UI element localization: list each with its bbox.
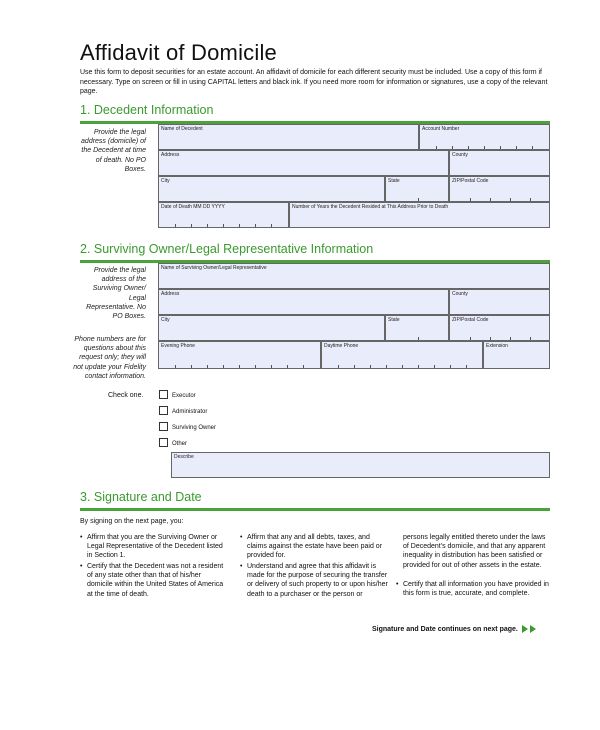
representative-city-field[interactable] bbox=[158, 315, 385, 341]
representative-county-field[interactable] bbox=[449, 289, 550, 315]
account-number-field[interactable] bbox=[419, 124, 550, 150]
decedent-name-field[interactable] bbox=[158, 124, 419, 150]
field-label: ZIP/Postal Code bbox=[452, 178, 489, 184]
field-label: Address bbox=[161, 152, 180, 158]
section-3-divider bbox=[80, 508, 550, 511]
date-of-death-field[interactable] bbox=[158, 202, 289, 228]
bullet-text: persons legally entitled thereto under the laws of Decedent's domicile, and that any apparent inequality in distribution has been satisfied or provided for out of other assets in the estate. bbox=[403, 534, 546, 569]
check-one-label: Check one. bbox=[108, 392, 144, 399]
executor-checkbox[interactable] bbox=[159, 390, 168, 399]
administrator-checkbox[interactable] bbox=[159, 406, 168, 415]
intro-text: Use this form to deposit securities for an estate account. An affidavit of domicile for each different security must be included. Use a copy of this form if necessary. Type on screen or fill in using CAPITAL letters and black ink. If you need more room for information or signatures, use a copy of the relevant page. bbox=[80, 69, 548, 96]
field-label: Describe bbox=[174, 454, 194, 460]
decedent-county-field[interactable] bbox=[449, 150, 550, 176]
field-label: Account Number bbox=[422, 126, 460, 132]
bullet-item: • Certify that all information you have provided in this form is true, accurate, and complete. bbox=[396, 581, 549, 598]
arrow-right-icon bbox=[522, 625, 528, 633]
section-3-heading: 3. Signature and Date bbox=[80, 490, 202, 504]
administrator-label: Administrator bbox=[172, 409, 208, 415]
decedent-zip-field[interactable] bbox=[449, 176, 550, 202]
field-label: City bbox=[161, 178, 170, 184]
continues-text: Signature and Date continues on next page. bbox=[372, 625, 518, 633]
representative-name-field[interactable] bbox=[158, 263, 550, 289]
describe-field[interactable] bbox=[171, 452, 550, 478]
field-label: Name of Decedent bbox=[161, 126, 203, 132]
field-label: Evening Phone bbox=[161, 343, 195, 349]
bullet-text: Understand and agree that this affidavit is made for the purpose of securing the transfer or delivery of such property to or upon his/her death to a purchaser or the person or bbox=[247, 563, 388, 598]
evening-phone-field[interactable] bbox=[158, 341, 321, 369]
daytime-phone-field[interactable] bbox=[321, 341, 483, 369]
field-label: ZIP/Postal Code bbox=[452, 317, 489, 323]
extension-field[interactable] bbox=[483, 341, 550, 369]
field-label: County bbox=[452, 152, 468, 158]
decedent-city-field[interactable] bbox=[158, 176, 385, 202]
representative-address-field[interactable] bbox=[158, 289, 449, 315]
field-label: Extension bbox=[486, 343, 508, 349]
section-2-heading: 2. Surviving Owner/Legal Representative Information bbox=[80, 242, 374, 256]
surviving-owner-label: Surviving Owner bbox=[172, 425, 217, 431]
field-label: Number of Years the Decedent Resided at This Address Prior to Death bbox=[292, 204, 449, 210]
bullet-continuation bbox=[396, 533, 550, 570]
field-label: Name of Surviving Owner/Legal Representative bbox=[161, 265, 267, 271]
surviving-owner-checkbox[interactable] bbox=[159, 422, 168, 431]
field-label: County bbox=[452, 291, 468, 297]
bullet-item: • Certify that the Decedent was not a resident of any state other than that of his/her domicile within the United States of America at the time of death. bbox=[80, 562, 228, 599]
bullet-item: • Understand and agree that this affidavit is made for the purpose of securing the transfer or delivery of such property to or upon his/her death to a purchaser or the person or bbox=[240, 563, 388, 598]
representative-state-field[interactable] bbox=[385, 315, 449, 341]
executor-label: Executor bbox=[172, 393, 196, 399]
field-label: State bbox=[388, 317, 400, 323]
arrow-right-icon bbox=[530, 625, 536, 633]
other-label: Other bbox=[172, 441, 188, 447]
field-label: Date of Death MM DD YYYY bbox=[161, 204, 225, 210]
field-label: Address bbox=[161, 291, 180, 297]
bullet-text: Certify that the Decedent was not a resident of any state other than that of his/her domicile within the United States of America at the time of death. bbox=[87, 563, 224, 598]
phone-note: Phone numbers are for questions about this request only; they will not update your Fidelity contact information. bbox=[73, 336, 146, 380]
field-label: Daytime Phone bbox=[324, 343, 359, 349]
other-checkbox[interactable] bbox=[159, 438, 168, 447]
section-2-note: Provide the legal address of the Surviving Owner/ Legal Representative. No PO Boxes. bbox=[86, 267, 146, 321]
form-title: Affidavit of Domicile bbox=[80, 40, 277, 65]
field-label: State bbox=[388, 178, 400, 184]
representative-zip-field[interactable] bbox=[449, 315, 550, 341]
bullet-text: Certify that all information you have provided in this form is true, accurate, and complete. bbox=[403, 581, 549, 598]
bullet-item: • Affirm that you are the Surviving Owner or Legal Representative of the Decedent listed in Section 1. bbox=[80, 533, 228, 561]
section-1-note: Provide the legal address (domicile) of the Decedent at time of death. No PO Boxes. bbox=[81, 129, 146, 173]
bullet-text: Affirm that you are the Surviving Owner or Legal Representative of the Decedent listed in Section 1. bbox=[87, 534, 223, 560]
bullet-item: • Affirm that any and all debts, taxes, and claims against the estate have been paid or provided for. bbox=[240, 533, 388, 561]
continues-note bbox=[372, 625, 536, 633]
field-label: City bbox=[161, 317, 170, 323]
decedent-address-field[interactable] bbox=[158, 150, 449, 176]
decedent-state-field[interactable] bbox=[385, 176, 449, 202]
bullet-text: Affirm that any and all debts, taxes, and claims against the estate have been paid or provided for. bbox=[247, 534, 383, 560]
years-resided-field[interactable] bbox=[289, 202, 550, 228]
signing-lead: By signing on the next page, you: bbox=[80, 518, 184, 525]
section-1-heading: 1. Decedent Information bbox=[80, 103, 214, 117]
